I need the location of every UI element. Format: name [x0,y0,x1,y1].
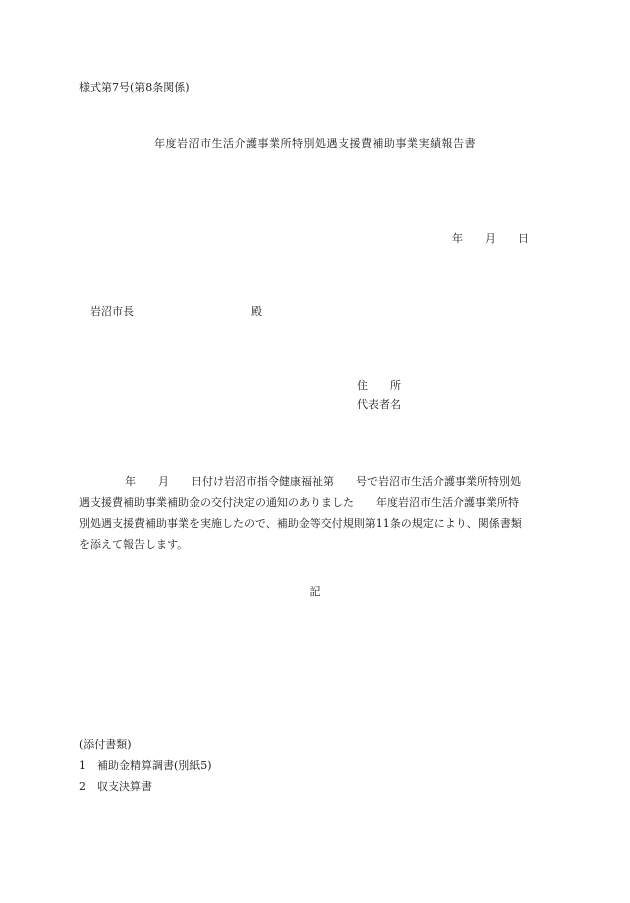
addressee [90,306,262,317]
document-title: 年度岩沼市生活介護事業所特別処遇支援費補助事業実績報告書 [154,137,476,150]
ki-heading: 記 [309,585,321,598]
date-year: 年 [452,232,463,245]
attachments-heading: (添付書類) [79,738,132,751]
attachments-section [79,734,212,797]
date-day: 日 [518,232,529,245]
body-line-4: を添えて報告します。 [79,538,189,551]
attachment-text: 補助金精算調書(別紙5) [97,759,212,772]
body-line-2-tail: 年度岩沼市生活介護事業所特 [376,496,519,509]
attachment-text: 収支決算書 [97,780,152,793]
body-line-2-head: 遇支援費補助事業補助金の交付決定の通知のありました [79,496,354,509]
form-number: 様式第7号(第8条関係) [79,81,190,94]
date-month: 月 [485,232,496,245]
attachment-number: 2 [79,780,86,793]
attachment-number: 1 [79,759,86,772]
body-line-3: 別処遇支援費補助事業を実施したので、補助金等交付規則第11条の規定により、関係書類 [79,517,522,530]
date-line [452,233,529,244]
body-paragraph [79,471,555,555]
representative-label: 代表者名 [357,398,401,411]
attachment-item-2 [79,776,212,797]
attachment-item-1 [79,755,212,776]
body-month-marker: 月 [158,475,169,488]
addressee-name: 岩沼市長 [90,305,134,318]
address-label-char-2: 所 [390,379,401,392]
body-line-1-notice: 日付け岩沼市指令健康福祉第 [191,475,334,488]
address-label-char-1: 住 [357,379,368,392]
address-label [357,380,401,391]
body-line-2 [79,492,555,513]
body-year-marker: 年 [125,475,136,488]
body-line-1-tail: 号で岩沼市生活介護事業所特別処 [356,475,521,488]
body-line-1 [79,471,555,492]
addressee-honorific: 殿 [251,305,262,318]
